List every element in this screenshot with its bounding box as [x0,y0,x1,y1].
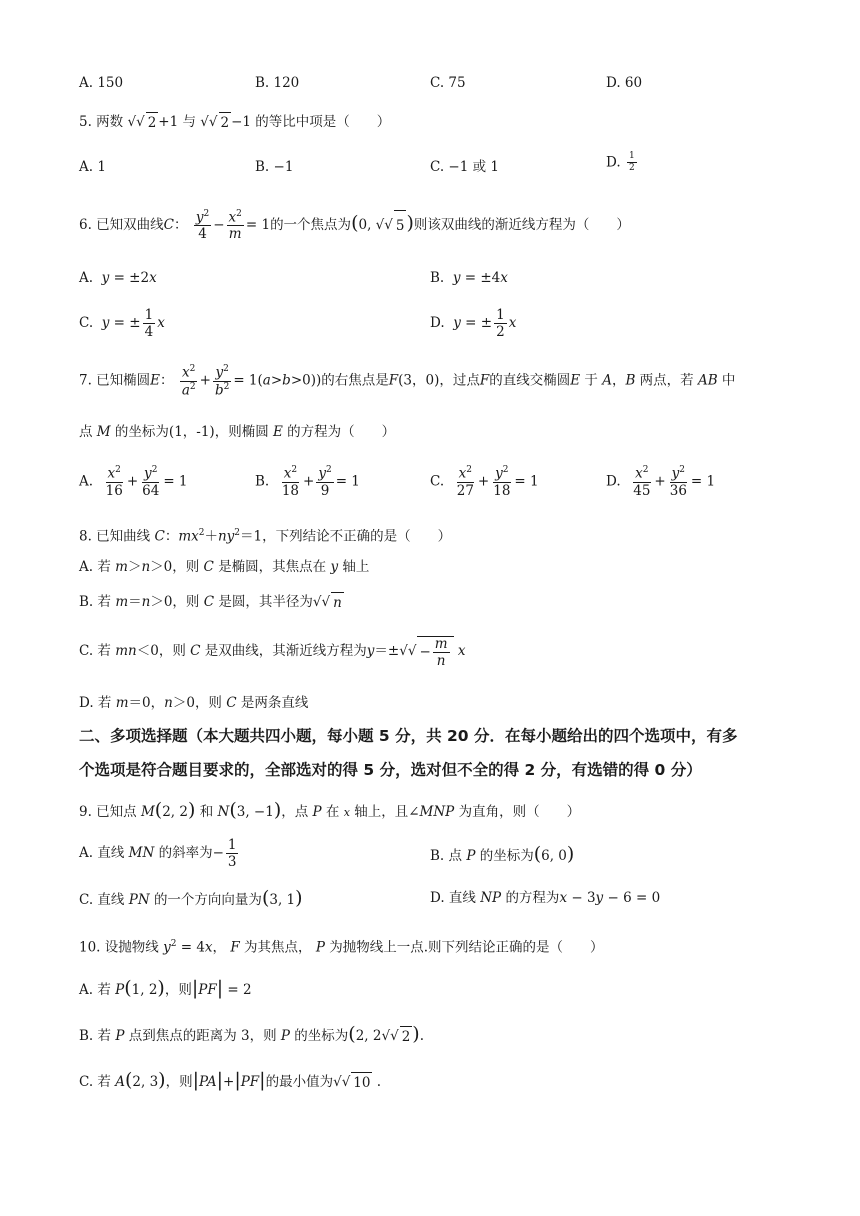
q7-c-label: C. [430,473,445,490]
q9-option-b: B. 点 P 的坐标为(6, 0) [430,843,575,865]
q6-c-label: C. [79,315,94,332]
q10-a-lead: A. 若 [79,982,111,998]
q7-option-c: C. $\frac{x^2}{27}$ + $\frac{y^2}{18}$ = 1 [430,465,539,499]
q10-b-lead: B. 若 [79,1028,112,1044]
q5-d-den: 2 [628,163,635,174]
q10-option-a: A. 若 P(1, 2)，则|PF| = 2 [79,977,252,999]
q5-option-c: C. −1 或 1 [430,159,500,175]
q8-d-tail2: 是两条直线 [240,695,309,711]
q9-tail3: 轴上，且 [354,804,409,820]
q8-option-a: A. 若 m＞n＞0，则 C 是椭圆，其焦点在 y 轴上 [79,559,370,575]
q6-a-label: A. [79,270,94,286]
q10-a-tail: ，则 [164,982,192,998]
q8-b-lead: B. 若 [79,594,112,610]
q7-line2: 点 [79,424,93,440]
q7-stem-line2: 点 M 的坐标为(1，-1)，则椭圆 E 的方程为（ ） [79,424,396,440]
q7-line1-tail: 的右焦点是 [321,372,389,389]
q6-d-label: D. [430,315,445,332]
q6-b-label: B. [430,270,445,286]
q7-option-b: B. $\frac{x^2}{18}$ + $\frac{y^2}{9}$ = 1 [255,465,360,499]
q10-tail2: 为其焦点， [244,939,312,956]
q9-b-lead: B. 点 [430,848,463,864]
q6-option-c: C. y = ± $\frac{1}{4}$ x [79,307,165,341]
q9-a-tail: 的斜率为 [158,845,213,862]
q9-d-tail: 的方程为 [505,890,560,906]
q9-b-tail: 的坐标为 [479,848,534,864]
q10-option-b: B. 若 P 点到焦点的距离为 3，则 P 的坐标为(2, 2√ √ 2 ). [79,1024,424,1047]
q8-c-lead: C. 若 [79,643,111,659]
q9-tail4: 为直角，则（ ） [458,804,581,820]
q9-d-lead: D. 直线 [430,890,476,906]
q8-b-tail2: 是圆，其半径为 [218,594,313,610]
q7-d-label: D. [606,473,621,490]
q4-option-a: A. 150 [79,75,124,91]
q4-option-c: C. 75 [430,75,466,91]
q6-option-b: B. y = ±4x [430,270,508,286]
q8-a-tail3: 轴上 [342,559,370,575]
section2-line2: 个选项是符合题目要求的，全部选对的得 5 分，选对但不全的得 2 分，有选错的得 0 分） [79,761,702,779]
q7-a-label: A. [79,473,94,490]
q5-lead: 5. 两数 [79,114,124,130]
q5-expr2: √ √ 2 −1 [200,114,251,130]
q9-tail2: 在 [325,804,340,820]
q6-tail: 的一个焦点为 [270,217,352,233]
q4-option-d: D. 60 [606,75,643,91]
q10-c-lead: C. 若 [79,1074,111,1090]
q10-lead: 10. 设抛物线 [79,939,159,956]
q7-line1-rest2: 的直线交椭圆 [489,372,571,389]
q10-c-tail: ，则 [165,1074,193,1090]
q9-option-c: C. 直线 PN 的一个方向向量为(3, 1) [79,887,303,909]
q8-a-tail2: 是椭圆，其焦点在 [218,559,327,575]
q7-stem-line1: 7. 已知椭圆E： $\frac{x^2}{a^2}$ + $\frac{y^2}{b^2}$ = 1(a>b>0))的右焦点是F(3，0)，过点F的直线交椭圆E 于 A，B 两点，若 AB 中 [79,364,736,399]
q7-option-d: D. $\frac{x^2}{45}$ + $\frac{y^2}{36}$ = 1 [606,465,716,499]
q6-frac2: $\frac{x^2}{m}$ [228,208,242,243]
q6-option-d: D. y = ± $\frac{1}{2}$ x [430,307,517,341]
q7-option-a: A. $\frac{x^2}{16}$ + $\frac{y^2}{64}$ = 1 [79,465,188,499]
q5-stem [79,112,390,133]
q6-frac1: $\frac{y^2}{4}$ [195,208,210,243]
q6-option-a: A. y = ±2x [79,270,157,286]
q6-stem: 6. 已知双曲线C： $\frac{y^2}{4}$ − $\frac{x^2}{m}$ = 1的一个焦点为(0, √ √ 5 )则该双曲线的渐近线方程为（ ） [79,208,630,241]
q5-d-num: 1 [627,152,637,163]
q10-b-tail2: 的坐标为 [294,1028,349,1044]
q5-option-d [606,152,639,174]
q9-a-lead: A. 直线 [79,845,125,862]
q10-option-c: C. 若 A(2, 3)，则|PA|+|PF|的最小值为√ √ 10 . [79,1070,381,1093]
q7-b-label: B. [255,473,270,490]
q8-option-d: D. 若 m＝0，n＞0，则 C 是两条直线 [79,695,309,711]
q10-tail: ， [212,939,227,956]
section2-line1: 二、多项选择题（本大题共四小题，每小题 5 分，共 20 分．在每小题给出的四个选项中，有多 [79,727,738,745]
q9-and: 和 [199,804,214,820]
q9-stem: 9. 已知点 M(2, 2) 和 N(3, −1)，点 P 在 x 轴上，且∠MNP 为直角，则（ ） [79,799,581,821]
q8-lead: 8. 已知曲线 [79,528,151,545]
q5-option-d-prefix: D. [606,154,621,171]
q8-stem: 8. 已知曲线 C：$mx^2+ny^2=1$，下列结论不正确的是（ ） [79,528,452,545]
q8-c-tail2: 是双曲线，其渐近线方程为 [204,643,367,659]
q6-lead: 6. 已知双曲线 [79,217,164,233]
q7-line1-rest: ，过点 [439,372,480,389]
q5-middle: 与 [182,114,196,130]
q5-tail: 的等比中项是（ ） [255,114,391,130]
q8-d-lead: D. 若 [79,695,112,711]
q10-c-tail2: 的最小值为 [265,1074,334,1090]
q9-option-d: D. 直线 NP 的方程为x − 3y − 6 = 0 [430,890,661,906]
q4-option-b: B. 120 [255,75,300,91]
q8-d-tail: ，则 [194,695,222,711]
q5-option-a: A. 1 [79,159,106,175]
q9-tail: ，点 [281,804,309,820]
q7-line1-rest4: 两点，若 [639,372,694,389]
q8-option-b: B. 若 m＝n＞0，则 C 是圆，其半径为√ √ n [79,592,344,613]
q8-a-lead: A. 若 [79,559,111,575]
q7-line1-rest3: 于 [584,372,598,389]
q7-line1-rest5: 中 [721,372,736,389]
q10-b-tail: 点到焦点的距离为 3，则 [128,1028,277,1044]
q6-tail2: 则该双曲线的渐近线方程为（ ） [413,217,630,233]
q7-line2-b: 的坐标为(1，-1)，则椭圆 [114,424,269,440]
q8-c-tail: ，则 [158,643,186,659]
q10-stem: 10. 设抛物线 $y^2 = 4x$， F 为其焦点， P 为抛物线上一点.则下列结论正确的是（ ） [79,939,604,956]
q5-option-b: B. −1 [255,159,294,175]
q9-lead: 9. 已知点 [79,804,137,820]
q9-option-a: A. 直线 MN 的斜率为− $\frac{1}{3}$ [79,837,237,871]
q8-b-tail: ，则 [172,594,200,610]
q8-tail: ，下列结论不正确的是（ ） [262,528,452,545]
q9-c-tail: 的一个方向向量为 [153,892,262,908]
q7-lead: 7. 已知椭圆 [79,372,151,389]
q8-a-tail: ，则 [172,559,200,575]
q5-expr1: √ √ 2 +1 [127,114,178,130]
q10-tail3: 为抛物线上一点.则下列结论正确的是（ ） [329,939,604,956]
q5-option-d-fraction [627,152,637,174]
q7-line2-c: 的方程为（ ） [287,424,396,440]
q8-option-c: C. 若 mn＜0，则 C 是双曲线，其渐近线方程为y＝±√ √ − $\frac{m}{n}$ x [79,636,465,668]
q9-c-lead: C. 直线 [79,892,125,908]
